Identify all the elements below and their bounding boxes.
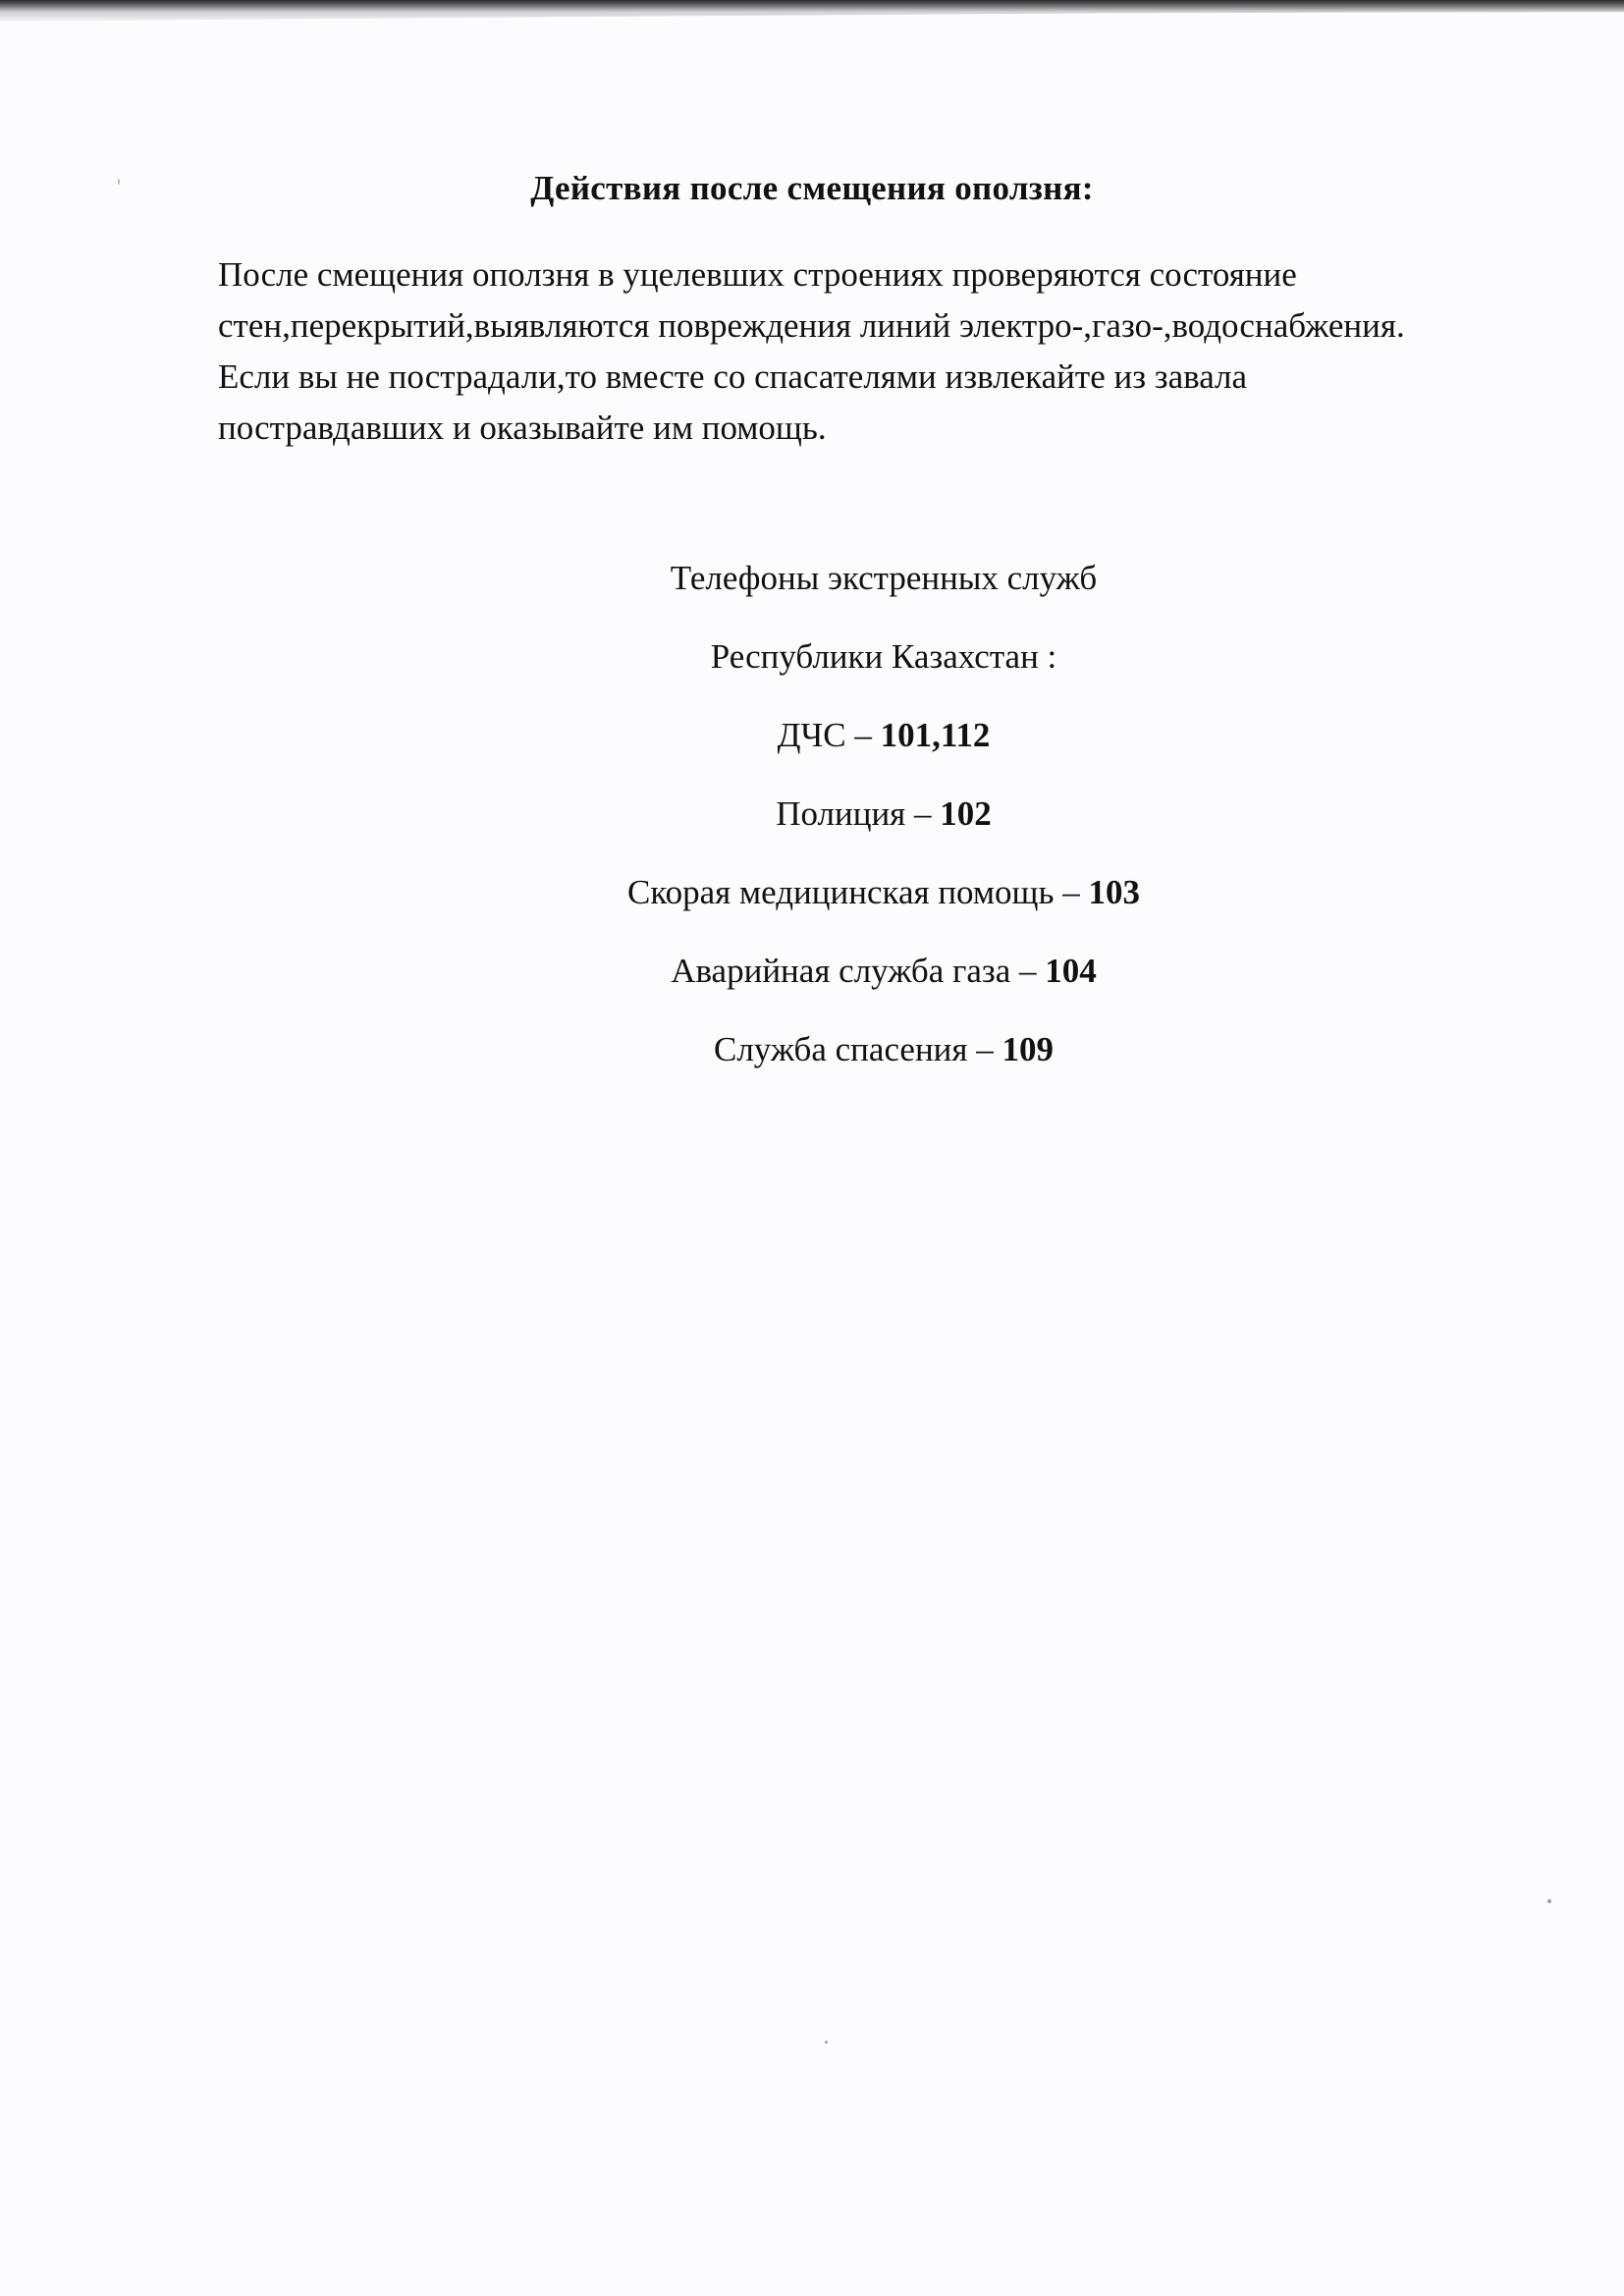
paragraph-line: стен,перекрытий,выявляются повреждения линий электро-,газо-,водоснабжения. [218,306,1405,345]
contact-row-gas [0,943,1624,1021]
contact-row-police [0,786,1624,864]
contact-number: 101,112 [880,716,991,754]
contact-service: ДЧС [777,716,846,754]
instructions-paragraph [218,249,1573,454]
contact-separator: – [967,1030,1002,1068]
contact-number: 103 [1088,873,1140,911]
paragraph-line: Если вы не пострадали,то вместе со спасателями извлекайте из завала [218,357,1248,396]
contact-service: Аварийная служба газа [671,952,1011,990]
contact-row-dchs [0,707,1624,786]
paragraph-line: постравдавших и оказывайте им помощь. [218,409,827,447]
scan-speck [1547,1899,1551,1903]
contact-number: 102 [940,794,992,833]
contact-service: Служба спасения [713,1030,968,1068]
scan-speck [825,2041,828,2044]
document-heading: Действия после смещения оползня: [530,169,1094,207]
paragraph-line: После смещения оползня в уцелевших строениях проверяются состояние [218,255,1297,294]
contact-service: Скорая медицинская помощь [627,873,1055,911]
contact-separator: – [1054,873,1089,911]
contact-separator: – [1010,952,1046,990]
contact-separator: – [845,716,881,754]
scan-speck [118,179,120,185]
contact-separator: – [905,794,941,833]
emergency-contacts [0,550,1624,1100]
contact-service: Полиция [776,794,906,833]
contact-number: 109 [1001,1030,1055,1068]
scan-top-edge-shadow [0,0,1624,22]
contact-row-rescue [0,1021,1624,1100]
contact-row-ambulance [0,864,1624,943]
contacts-subtitle: Республики Казахстан : [710,637,1057,676]
contacts-title: Телефоны экстренных служб [670,559,1098,597]
contact-number: 104 [1045,952,1097,990]
